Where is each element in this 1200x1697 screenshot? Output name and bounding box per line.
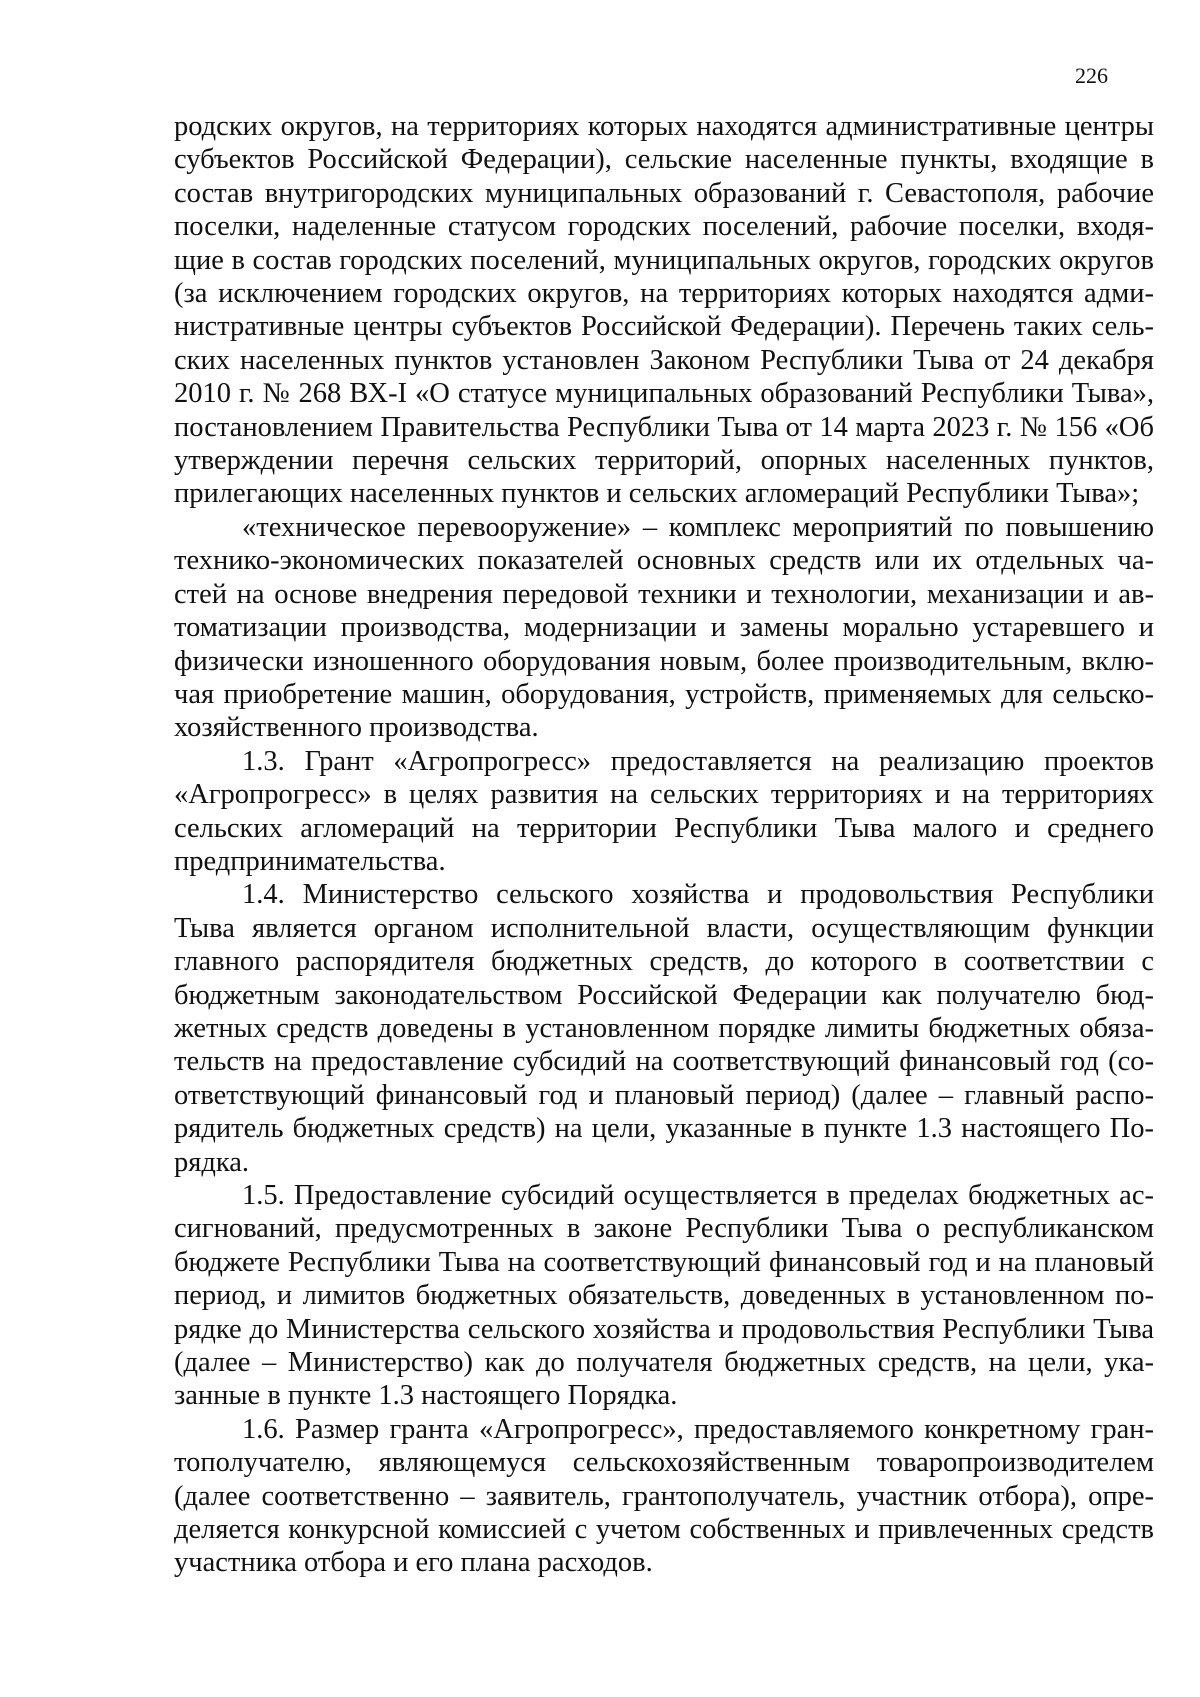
paragraph-clause-1-5: 1.5. Предоставление субсидий осуществляется в пределах бюджетных ассигнований, предусмотренных в законе Республики Тыва о республиканском бюджете Республики Тыва на соответствующий финансовый год и на плановый период, и лимитов бюджетных обязательств, доведенных в установленном порядке до Министерства сельского хозяйства и продовольствия Республики Тыва (далее – Министерство) как до получателя бюджетных средств, на цели, указанные в пункте 1.3 настоящего Порядка. (174, 1180, 1154, 1412)
document-body (174, 110, 1154, 1580)
paragraph-continuation: родских округов, на территориях которых находятся административные центры субъектов Российской Федерации), сельские населенные пункты, входящие в состав внутригородских муниципальных образований г. Севастополя, рабочие поселки, наделенные статусом городских поселений, рабочие поселки, входящие в состав городских поселений, муниципальных округов, городских округов (за исключением городских округов, на территориях которых находятся административные центры субъектов Российской Федерации). Перечень таких сельских населенных пунктов установлен Законом Республики Тыва от 24 декабря 2010 г. № 268 ВХ-I «О статусе муниципальных образований Республики Тыва», постановлением Правительства Республики Тыва от 14 марта 2023 г. № 156 «Об утверждении перечня сельских территорий, опорных населенных пунктов, прилегающих населенных пунктов и сельских агломераций Республики Тыва»; (174, 111, 1154, 510)
page-number: 226 (1075, 63, 1108, 88)
paragraph-clause-1-6: 1.6. Размер гранта «Агропрогресс», предоставляемого конкретному грантополучателю, являющемуся сельскохозяйственным товаропроизводителем (далее соответственно – заявитель, грантополучатель, участник отбора), определяется конкурсной комиссией с учетом собственных и привлеченных средств участника отбора и его плана расходов. (174, 1413, 1154, 1579)
paragraph-clause-1-3: 1.3. Грант «Агропрогресс» предоставляется на реализацию проектов «Агропрогресс» в целях развития на сельских территориях и на территориях сельских агломераций на территории Республики Тыва малого и среднего предпринимательства. (174, 745, 1154, 877)
paragraph-clause-1-4: 1.4. Министерство сельского хозяйства и продовольствия Республики Тыва является органом исполнительной власти, осуществляющим функции главного распорядителя бюджетных средств, до которого в соответствии с бюджетным законодательством Российской Федерации как получателю бюджетных средств доведены в установленном порядке лимиты бюджетных обязательств на предоставление субсидий на соответствующий финансовый год (соответствующий финансовый год и плановый период) (далее – главный распорядитель бюджетных средств) на цели, указанные в пункте 1.3 настоящего Порядка. (174, 879, 1154, 1178)
paragraph-technical-reequipment: «техническое перевооружение» – комплекс мероприятий по повышению технико-экономических показателей основных средств или их отдельных частей на основе внедрения передовой техники и технологии, механизации и автоматизации производства, модернизации и замены морально устаревшего и физически изношенного оборудования новым, более производительным, включая приобретение машин, оборудования, устройств, применяемых для сельскохозяйственного производства. (174, 511, 1154, 744)
